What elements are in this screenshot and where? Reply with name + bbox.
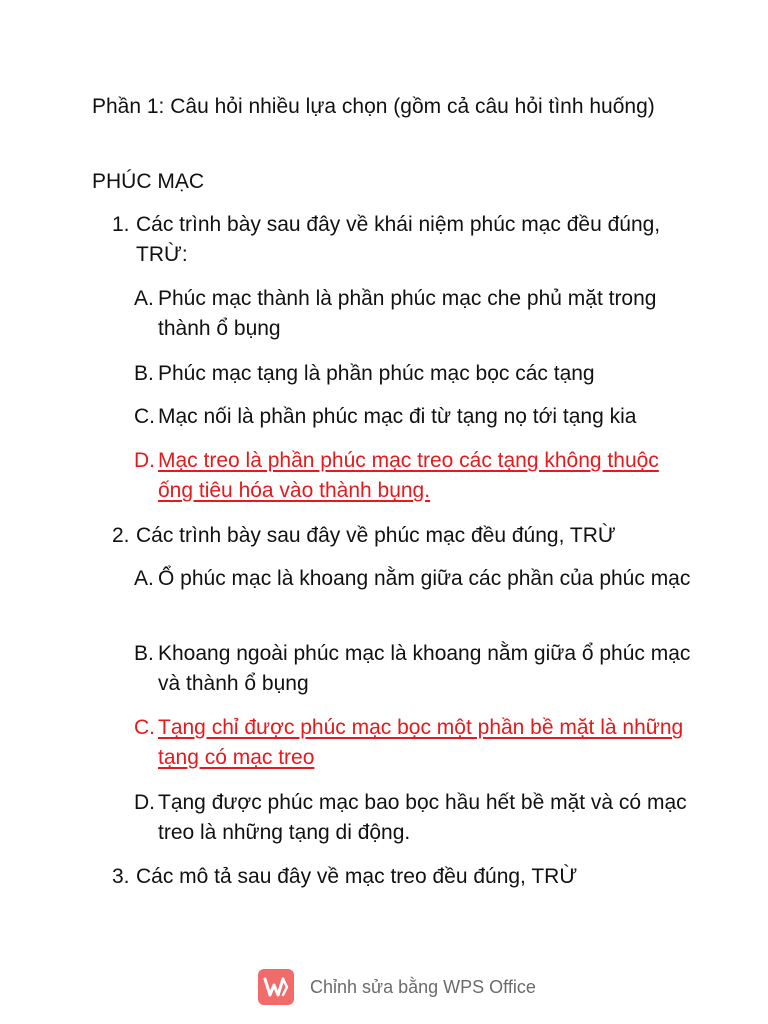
question-number: 2.: [112, 524, 130, 547]
q2-option-d: [134, 788, 694, 848]
q1-option-d-correct-answer: [134, 446, 694, 506]
option-text: Tạng chỉ được phúc mạc bọc một phần bề mặt là những tạng có mạc treo: [158, 716, 684, 769]
q2-option-c-correct-answer: [134, 713, 694, 773]
section-title: Phần 1: Câu hỏi nhiều lựa chọn (gồm cả câu hỏi tình huống): [92, 95, 655, 118]
option-letter: D.: [134, 791, 155, 814]
footer-text: Chỉnh sửa bằng WPS Office: [310, 976, 536, 997]
option-letter: A.: [134, 287, 154, 310]
option-letter: B.: [134, 362, 154, 385]
question-text: Các trình bày sau đây về phúc mạc đều đúng, TRỪ: [136, 524, 616, 547]
question-text: Các mô tả sau đây về mạc treo đều đúng, TRỪ: [136, 865, 578, 888]
option-letter: A.: [134, 567, 154, 590]
q1-option-b: [134, 359, 694, 389]
wps-logo-icon: [258, 969, 294, 1005]
option-text: Phúc mạc thành là phần phúc mạc che phủ mặt trong thành ổ bụng: [158, 287, 657, 340]
wps-office-footer: [258, 966, 536, 1008]
option-text: Mạc treo là phần phúc mạc treo các tạng không thuộc ống tiêu hóa vào thành bụng.: [158, 449, 659, 502]
question-2: [112, 521, 672, 551]
question-number: 3.: [112, 865, 130, 888]
question-1: [112, 210, 672, 270]
option-text: Phúc mạc tạng là phần phúc mạc bọc các tạng: [158, 362, 595, 385]
option-text: Mạc nối là phần phúc mạc đi từ tạng nọ tới tạng kia: [158, 405, 637, 428]
option-text: Ổ phúc mạc là khoang nằm giữa các phần của phúc mạc: [158, 567, 691, 590]
q1-option-a: [134, 284, 694, 344]
option-letter: C.: [134, 716, 155, 739]
q2-option-a: [134, 564, 694, 594]
question-text: Các trình bày sau đây về khái niệm phúc mạc đều đúng, TRỪ:: [136, 213, 661, 266]
option-text: Tạng được phúc mạc bao bọc hầu hết bề mặt và có mạc treo là những tạng di động.: [158, 791, 687, 844]
option-letter: D.: [134, 449, 155, 472]
q1-option-c: [134, 402, 694, 432]
q2-option-b: [134, 639, 694, 699]
topic-heading: PHÚC MẠC: [92, 170, 205, 193]
question-number: 1.: [112, 213, 130, 236]
question-3: [112, 862, 672, 892]
option-letter: C.: [134, 405, 155, 428]
option-text: Khoang ngoài phúc mạc là khoang nằm giữa ổ phúc mạc và thành ổ bụng: [158, 642, 691, 695]
option-letter: B.: [134, 642, 154, 665]
